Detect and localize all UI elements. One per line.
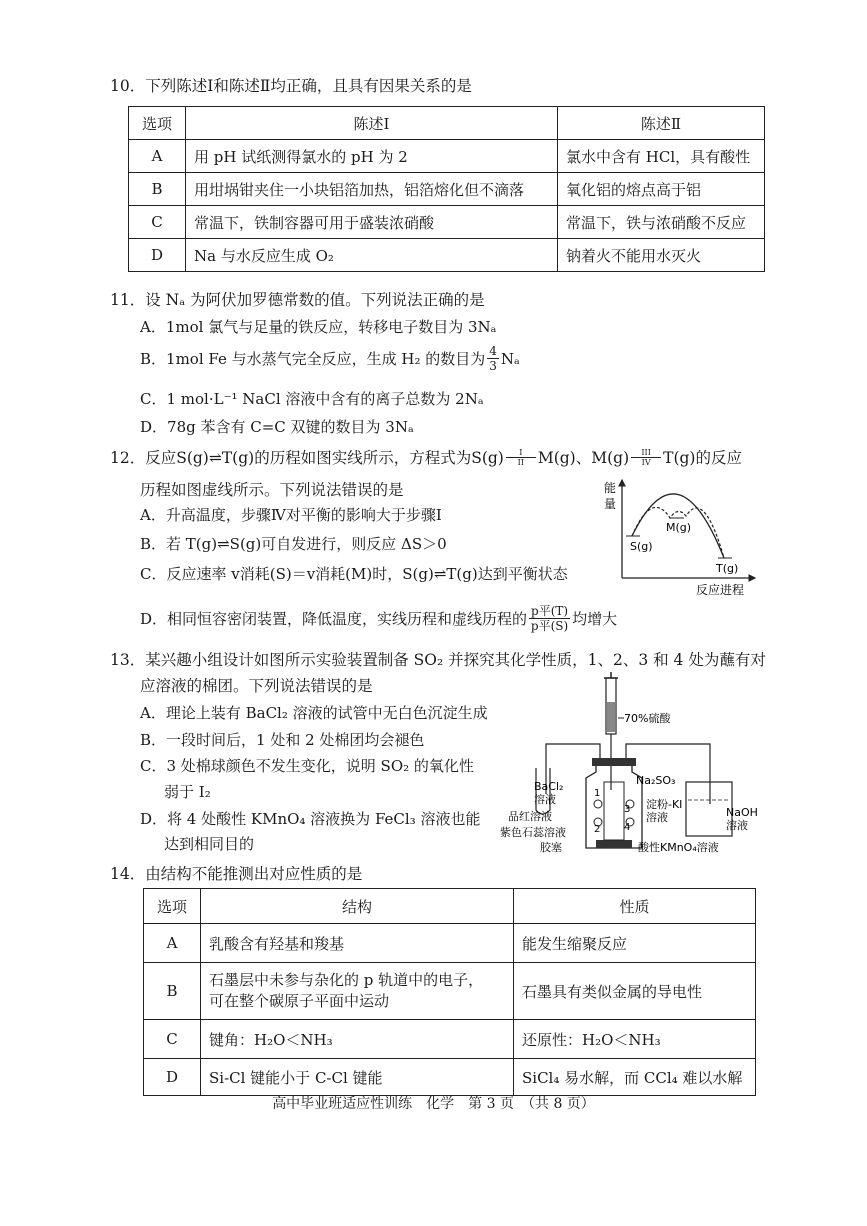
table-header-row <box>129 107 765 140</box>
y-axis-label: 能 <box>604 481 617 495</box>
table-cell: B <box>129 173 186 206</box>
x-axis-label: 反应进程 <box>696 583 745 597</box>
label-3: 3 <box>624 804 631 815</box>
y-axis-label: 量 <box>604 497 617 511</box>
q12-stem-line2: 历程如图虚线所示。下列说法错误的是 <box>140 481 404 499</box>
q12-stem-part: 12．反应S(g)⇌T(g)的历程如图实线所示，方程式为S(g) <box>110 449 504 467</box>
table-row <box>144 924 756 963</box>
table-row <box>129 206 765 239</box>
reaction-arrow <box>506 448 536 467</box>
arrow-label-bottom: IV <box>641 457 651 467</box>
fraction-numerator: p平(T) <box>531 604 569 618</box>
table-cell: 用 pH 试纸测得氯水的 pH 为 2 <box>186 140 558 173</box>
q13-stem-line1: 13．某兴趣小组设计如图所示实验装置制备 SO₂ 并探究其化学性质，1、2、3 和 4 处为蘸有对 <box>110 651 766 669</box>
q10-table <box>128 106 765 272</box>
table-cell: 键角：H₂O＜NH₃ <box>201 1020 514 1059</box>
reaction-arrow <box>631 448 661 467</box>
table-row <box>129 140 765 173</box>
q11-option-b-text: B．1mol Fe 与水蒸气完全反应，生成 H₂ 的数目为 <box>140 350 486 368</box>
q11-option-b-tail: Nₐ <box>500 349 520 368</box>
naoh-label-2: 溶液 <box>726 819 748 832</box>
rubber-stopper <box>592 758 636 766</box>
table-cell <box>201 963 514 1020</box>
table-cell: 常温下，铁与浓硝酸不反应 <box>558 206 765 239</box>
label-2: 2 <box>594 824 601 835</box>
point-label-m: M(g) <box>666 521 692 534</box>
q13-option-b: B．一段时间后，1 处和 2 处棉团均会褪色 <box>140 731 425 749</box>
q12-stem-part: M(g)、M(g) <box>537 449 630 467</box>
bacl2-label-2: 溶液 <box>534 793 556 806</box>
q13-option-c-cont: 弱于 I₂ <box>164 783 211 801</box>
q14-stem: 14．由结构不能推测出对应性质的是 <box>110 865 363 883</box>
q12-option-a: A．升高温度，步骤Ⅳ对平衡的影响大于步骤Ⅰ <box>140 506 442 524</box>
table-cell: 石墨具有类似金属的导电性 <box>514 963 756 1020</box>
q11-option-b <box>140 344 520 373</box>
bottom-stopper <box>596 840 632 848</box>
table-header: 陈述Ⅱ <box>558 107 765 140</box>
table-cell: 氧化铝的熔点高于铝 <box>558 173 765 206</box>
q12-stem-part: T(g)的反应 <box>663 449 742 467</box>
table-cell: C <box>129 206 186 239</box>
table-cell: B <box>144 963 201 1020</box>
naoh-label: NaOH <box>726 806 758 819</box>
q13-stem-line2: 应溶液的棉团。下列说法错误的是 <box>140 677 373 695</box>
label-4: 4 <box>624 822 631 833</box>
cell-line: 可在整个碳原子平面中运动 <box>209 992 390 1010</box>
litmus-label: 紫色石蕊溶液 <box>500 826 566 839</box>
table-cell: 氯水中含有 HCl，具有酸性 <box>558 140 765 173</box>
label-1: 1 <box>594 788 601 799</box>
table-row <box>144 963 756 1020</box>
acid-label: 70%硫酸 <box>624 712 671 725</box>
table-cell: 乳酸含有羟基和羧基 <box>201 924 514 963</box>
table-row <box>129 239 765 272</box>
q13-option-c: C．3 处棉球颜色不发生变化，说明 SO₂ 的氧化性 <box>140 757 474 775</box>
table-cell: Na 与水反应生成 O₂ <box>186 239 558 272</box>
starch-ki-label-2: 溶液 <box>646 811 668 824</box>
bacl2-label: BaCl₂ <box>534 780 564 793</box>
q12-option-d-text: D．相同恒容密闭装置，降低温度，实线历程和虚线历程的 <box>140 610 528 628</box>
q12-option-d-tail: 均增大 <box>572 610 618 628</box>
table-cell: Si-Cl 键能小于 C-Cl 键能 <box>201 1059 514 1096</box>
fraction-denominator: p平(S) <box>530 619 569 633</box>
fraction <box>529 604 570 633</box>
stopper-label: 胶塞 <box>540 841 562 854</box>
table-cell: 用坩埚钳夹住一小块铝箔加热，铝箔熔化但不滴落 <box>186 173 558 206</box>
table-header: 结构 <box>201 889 514 924</box>
q14-table <box>143 888 756 1096</box>
table-cell: SiCl₄ 易水解，而 CCl₄ 难以水解 <box>514 1059 756 1096</box>
table-row <box>144 1020 756 1059</box>
starch-ki-label: 淀粉-KI <box>646 798 683 811</box>
fraction <box>487 344 499 373</box>
table-row <box>129 173 765 206</box>
table-cell: A <box>144 924 201 963</box>
q13-option-d: D．将 4 处酸性 KMnO₄ 溶液换为 FeCl₃ 溶液也能 <box>140 810 481 828</box>
point-label-s: S(g) <box>630 540 653 553</box>
q12-option-b: B．若 T(g)⇌S(g)可自发进行，则反应 ΔS＞0 <box>140 535 447 553</box>
cell-line: 石墨层中未参与杂化的 p 轨道中的电子， <box>209 971 484 989</box>
energy-diagram <box>600 470 760 600</box>
acid-fill <box>607 702 615 732</box>
reagent-label: Na₂SO₃ <box>636 774 676 787</box>
table-cell: 还原性：H₂O＜NH₃ <box>514 1020 756 1059</box>
table-cell: 能发生缩聚反应 <box>514 924 756 963</box>
q12-option-d <box>140 604 617 633</box>
table-cell: D <box>129 239 186 272</box>
fraction-denominator: 3 <box>489 359 497 373</box>
q11-option-d: D．78g 苯含有 C=C 双键的数目为 3Nₐ <box>140 418 414 436</box>
arrow-label-bottom: II <box>517 457 524 467</box>
pinhong-label: 品红溶液 <box>508 810 552 823</box>
q13-option-d-cont: 达到相同目的 <box>164 835 255 853</box>
q10-stem: 10．下列陈述Ⅰ和陈述Ⅱ均正确，且具有因果关系的是 <box>110 77 472 95</box>
table-header: 选项 <box>144 889 201 924</box>
table-header-row <box>144 889 756 924</box>
kmno4-label: 酸性KMnO₄溶液 <box>638 841 719 854</box>
q11-stem: 11．设 Nₐ 为阿伏加罗德常数的值。下列说法正确的是 <box>110 291 485 309</box>
table-header: 选项 <box>129 107 186 140</box>
table-cell: 钠着火不能用水灭火 <box>558 239 765 272</box>
q11-option-a: A．1mol 氯气与足量的铁反应，转移电子数目为 3Nₐ <box>140 318 497 336</box>
table-row <box>144 1059 756 1096</box>
apparatus-diagram <box>500 672 770 862</box>
table-header: 性质 <box>514 889 756 924</box>
fraction-numerator: 4 <box>489 344 497 358</box>
table-cell: 常温下，铁制容器可用于盛装浓硝酸 <box>186 206 558 239</box>
page-footer: 高中毕业班适应性训练 化学 第 3 页 （共 8 页） <box>272 1096 595 1112</box>
q13-option-a: A．理论上装有 BaCl₂ 溶液的试管中无白色沉淀生成 <box>140 704 488 722</box>
cotton-ball-1 <box>594 800 602 808</box>
table-cell: C <box>144 1020 201 1059</box>
q12-stem-line1 <box>110 446 742 468</box>
q11-option-c: C．1 mol·L⁻¹ NaCl 溶液中含有的离子总数为 2Nₐ <box>140 390 484 408</box>
table-cell: D <box>144 1059 201 1096</box>
q12-option-c: C．反应速率 v消耗(S)＝v消耗(M)时，S(g)⇌T(g)达到平衡状态 <box>140 565 568 583</box>
arrow-label-top: III <box>631 448 661 458</box>
table-header: 陈述Ⅰ <box>186 107 558 140</box>
inner-tube <box>604 782 624 840</box>
arrow-label-top: I <box>506 448 536 458</box>
table-cell: A <box>129 140 186 173</box>
point-label-t: T(g) <box>716 562 739 575</box>
